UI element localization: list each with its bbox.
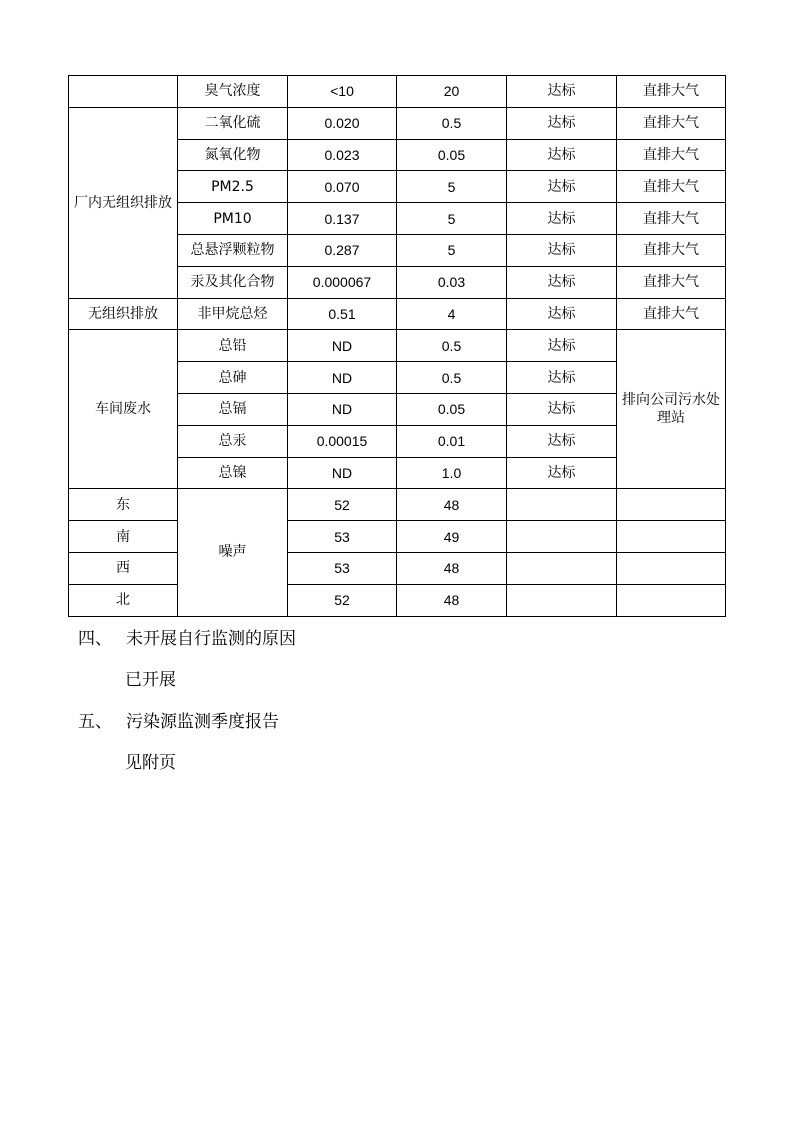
- noise-direction-cell: 东: [69, 489, 178, 521]
- result-cell: 达标: [507, 171, 617, 203]
- result-cell: 达标: [507, 76, 617, 108]
- limit-cell: 48: [397, 552, 507, 584]
- dest-cell: 直排大气: [617, 139, 726, 171]
- result-cell: 达标: [507, 234, 617, 266]
- item-cell: 总镍: [178, 457, 288, 489]
- value-cell: 0.070: [288, 171, 397, 203]
- value-cell: 52: [288, 584, 397, 616]
- monitoring-results-table: [68, 75, 726, 617]
- section-heading-five: [78, 711, 279, 733]
- limit-cell: 5: [397, 203, 507, 235]
- limit-cell: 49: [397, 521, 507, 553]
- limit-cell: 0.05: [397, 393, 507, 425]
- dest-cell: 直排大气: [617, 76, 726, 108]
- group-cell-factory: 厂内无组织排放: [69, 107, 178, 298]
- value-cell: 0.137: [288, 203, 397, 235]
- limit-cell: 0.05: [397, 139, 507, 171]
- item-cell: 二氧化硫: [178, 107, 288, 139]
- table-row: [69, 107, 726, 139]
- noise-item-cell: 噪声: [178, 489, 288, 616]
- result-cell-empty: [507, 552, 617, 584]
- noise-direction-cell: 西: [69, 552, 178, 584]
- result-cell: 达标: [507, 139, 617, 171]
- limit-cell: 0.5: [397, 107, 507, 139]
- section-number: 五、: [78, 712, 112, 732]
- table-row: [69, 298, 726, 330]
- dest-cell: 直排大气: [617, 203, 726, 235]
- dest-cell-empty: [617, 584, 726, 616]
- group-cell-fugitive: 无组织排放: [69, 298, 178, 330]
- table-row: [69, 521, 726, 553]
- limit-cell: 48: [397, 489, 507, 521]
- limit-cell: 1.0: [397, 457, 507, 489]
- limit-cell: 48: [397, 584, 507, 616]
- result-cell-empty: [507, 489, 617, 521]
- limit-cell: 20: [397, 76, 507, 108]
- result-cell: 达标: [507, 393, 617, 425]
- value-cell: 53: [288, 521, 397, 553]
- value-cell: <10: [288, 76, 397, 108]
- dest-cell-empty: [617, 521, 726, 553]
- table-row: [69, 330, 726, 362]
- value-cell: 52: [288, 489, 397, 521]
- dest-cell-empty: [617, 552, 726, 584]
- item-cell: 总汞: [178, 425, 288, 457]
- result-cell: 达标: [507, 425, 617, 457]
- result-cell: 达标: [507, 266, 617, 298]
- table-row: [69, 76, 726, 108]
- value-cell: 0.020: [288, 107, 397, 139]
- limit-cell: 5: [397, 234, 507, 266]
- item-cell: PM2.5: [178, 171, 288, 203]
- item-cell: 总镉: [178, 393, 288, 425]
- item-cell: 非甲烷总烃: [178, 298, 288, 330]
- limit-cell: 0.5: [397, 362, 507, 394]
- group-cell-empty: [69, 76, 178, 108]
- limit-cell: 0.03: [397, 266, 507, 298]
- item-cell: 总悬浮颗粒物: [178, 234, 288, 266]
- dest-cell: 直排大气: [617, 171, 726, 203]
- table-row: [69, 552, 726, 584]
- table-row: [69, 584, 726, 616]
- noise-direction-cell: 南: [69, 521, 178, 553]
- item-cell: 臭气浓度: [178, 76, 288, 108]
- item-cell: 汞及其化合物: [178, 266, 288, 298]
- noise-direction-cell: 北: [69, 584, 178, 616]
- item-cell: 总铅: [178, 330, 288, 362]
- result-cell: 达标: [507, 107, 617, 139]
- value-cell: ND: [288, 393, 397, 425]
- section-body-five: 见附页: [125, 753, 176, 773]
- limit-cell: 0.5: [397, 330, 507, 362]
- item-cell: PM10: [178, 203, 288, 235]
- limit-cell: 4: [397, 298, 507, 330]
- value-cell: 0.023: [288, 139, 397, 171]
- table-row: [69, 489, 726, 521]
- value-cell: ND: [288, 457, 397, 489]
- result-cell-empty: [507, 584, 617, 616]
- section-body-four: 已开展: [125, 670, 176, 690]
- result-cell: 达标: [507, 362, 617, 394]
- value-cell: 0.000067: [288, 266, 397, 298]
- value-cell: 53: [288, 552, 397, 584]
- limit-cell: 0.01: [397, 425, 507, 457]
- item-cell: 总砷: [178, 362, 288, 394]
- dest-cell: 直排大气: [617, 266, 726, 298]
- result-cell: 达标: [507, 330, 617, 362]
- dest-cell-empty: [617, 489, 726, 521]
- dest-cell: 直排大气: [617, 298, 726, 330]
- result-cell-empty: [507, 521, 617, 553]
- section-title: 污染源监测季度报告: [126, 712, 279, 732]
- value-cell: ND: [288, 330, 397, 362]
- value-cell: 0.287: [288, 234, 397, 266]
- value-cell: ND: [288, 362, 397, 394]
- dest-cell: 直排大气: [617, 234, 726, 266]
- section-heading-four: [78, 628, 296, 650]
- group-cell-wastewater: 车间废水: [69, 330, 178, 489]
- section-number: 四、: [78, 629, 112, 649]
- result-cell: 达标: [507, 298, 617, 330]
- result-cell: 达标: [507, 457, 617, 489]
- limit-cell: 5: [397, 171, 507, 203]
- dest-cell-wastewater: 排向公司污水处理站: [617, 330, 726, 489]
- result-cell: 达标: [507, 203, 617, 235]
- item-cell: 氮氧化物: [178, 139, 288, 171]
- value-cell: 0.51: [288, 298, 397, 330]
- section-title: 未开展自行监测的原因: [126, 629, 296, 649]
- value-cell: 0.00015: [288, 425, 397, 457]
- dest-cell: 直排大气: [617, 107, 726, 139]
